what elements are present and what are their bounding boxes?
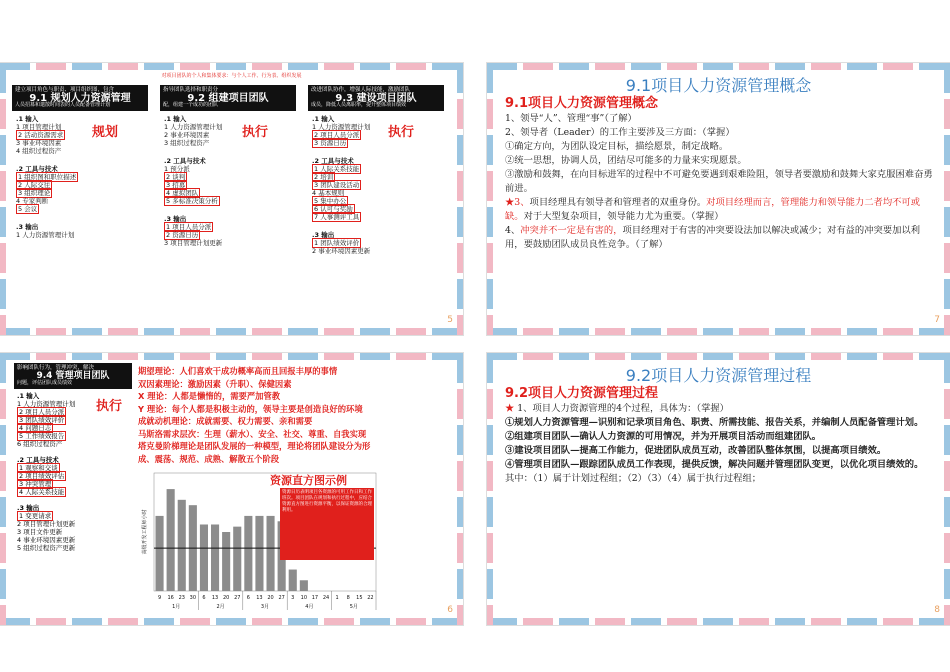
tool-item: 5 会议 (18, 205, 38, 213)
panel-develop-team (308, 85, 444, 317)
output-item: 3 项目文件更新 (17, 528, 63, 536)
paragraph: 2、领导者（Leader）的工作主要涉及三方面：（掌握） (505, 127, 735, 138)
paragraph (505, 402, 936, 416)
theory-line: 塔克曼阶梯理论是团队发展的一种模型，理论将团队建设分为形 (138, 441, 371, 451)
output-item: 2 项目管理计划更新 (17, 520, 76, 528)
theory-line: Y 理论：每个人都是积极主动的，领导主要是创造良好的环境 (138, 403, 363, 414)
panel-head (14, 363, 132, 389)
stage-tag: 执行 (242, 125, 269, 140)
input-item: 1 人力资源管理计划 (164, 123, 223, 131)
histogram-bar (255, 516, 263, 591)
stripe-border (0, 63, 6, 335)
text-run: 4、 (505, 225, 521, 236)
slide-title: 9.1项目人力资源管理概念 (625, 76, 812, 95)
paragraph: ②组建项目团队—确认人力资源的可用情况，并为开展项目活动而组建团队。 (505, 431, 822, 442)
y-axis-label: 高级开发工程师小时 (142, 509, 148, 555)
tick-label: 20 (222, 595, 230, 601)
star-mark: ★ (505, 403, 518, 414)
tick-label: 6 (246, 595, 250, 601)
tool-item: 6 认可与奖励 (314, 205, 353, 213)
panel-head-text: 影响团队行为，管理冲突，解决 (17, 365, 95, 371)
histogram-bar (289, 570, 297, 591)
panel-title: 9.4 管理项目团队 (36, 371, 110, 381)
paragraph: ②统一思想，协调人员，团结尽可能多的力量来实现愿景。 (505, 155, 747, 166)
outputs-heading: .3 输出 (17, 504, 40, 512)
tick-label: 17 (311, 595, 319, 601)
paragraph: 1、领导“人”、管理“事”（了解） (505, 113, 637, 124)
paragraph (505, 196, 936, 224)
tool-item: 1 预分派 (164, 165, 190, 173)
panel-sub: 配，组建一个成功的团队 (163, 102, 219, 108)
tools-heading: .2 工具与技术 (16, 165, 58, 173)
output-item: 5 组织过程资产更新 (17, 544, 76, 552)
histogram-bar (156, 516, 164, 591)
input-item: 3 事业环境因素 (16, 139, 62, 147)
theory-line: X 理论：人都是懒惰的，需要严加管教 (138, 391, 281, 401)
slide-7 (487, 63, 950, 335)
stripe-border (944, 353, 950, 625)
stripe-border (0, 63, 463, 70)
panel-acquire-team (160, 85, 296, 317)
histogram-bar (167, 489, 175, 591)
inputs-heading: .1 输入 (16, 115, 39, 123)
tick-label: 15 (356, 595, 363, 601)
page-number: 5 (447, 315, 453, 325)
theory-line: 马斯洛需求层次：生理（薪水）、安全、社交、尊重、自我实现 (138, 428, 367, 439)
paragraph: 其中：（1）属于计划过程组；（2）（3）（4）属于执行过程组； (505, 473, 762, 484)
tool-item: 5 集中办公 (314, 197, 347, 205)
motivation-theories (138, 365, 458, 465)
output-item: 2 事业环境因素更新 (312, 247, 371, 255)
tick-label: 13 (256, 595, 263, 601)
tool-item: 4 虚拟团队 (166, 189, 199, 197)
month-label: 2月 (216, 604, 225, 610)
tool-item: 7 人事测评工具 (314, 213, 360, 221)
stage-tag: 执行 (388, 125, 415, 140)
tick-label: 27 (234, 595, 241, 601)
input-item: 5 工作绩效报告 (19, 432, 65, 440)
stripe-border (0, 353, 463, 360)
tool-item: 3 冲突管理 (19, 480, 52, 488)
input-item: 4 组织过程资产 (16, 147, 62, 155)
tool-item: 4 基本规则 (312, 189, 345, 197)
histogram-bar (244, 516, 252, 591)
tool-item: 2 谈判 (166, 173, 186, 181)
stripe-border (487, 63, 493, 335)
input-item: 1 人力资源管理计划 (17, 400, 76, 408)
tick-label: 6 (202, 595, 206, 601)
histogram-bar (267, 516, 275, 591)
theory-line: 成就动机理论：成就需要、权力需要、亲和需要 (138, 416, 313, 426)
stripe-border (0, 618, 463, 625)
histogram-bar (222, 532, 230, 591)
month-label: 1月 (172, 604, 181, 610)
panel-manage-team (14, 363, 132, 613)
tick-label: 9 (157, 595, 162, 601)
panel-sub: 人员招募和遣散时间表的人员配备管理计划 (15, 102, 111, 108)
tick-label: 22 (367, 595, 374, 601)
stripe-border (0, 353, 6, 625)
outputs-heading: .3 输出 (312, 231, 335, 239)
tick-label: 10 (300, 595, 308, 601)
star-mark: ★3、 (505, 197, 530, 208)
histogram-bar (200, 524, 208, 591)
paragraph (505, 224, 936, 252)
slide-body (505, 387, 936, 486)
input-item: 3 资源日历 (314, 139, 347, 147)
text-run: 1、项目人力资源管理的4个过程，具体为：（掌握） (517, 403, 729, 414)
input-item: 2 项目人员分派 (19, 408, 65, 416)
input-item: 1 项目管理计划 (16, 123, 62, 131)
tool-item: 4 专家判断 (16, 197, 49, 205)
histogram-bar (211, 524, 219, 591)
page-number: 8 (934, 605, 940, 615)
input-item: 2 活动资源需求 (18, 131, 64, 139)
tool-item: 5 多标准决策分析 (166, 197, 218, 205)
tick-label: 20 (267, 595, 274, 601)
theory-line: 双因素理论：激励因素（升职）、保健因素 (138, 378, 292, 389)
slide-5 (0, 63, 463, 335)
slide-title: 9.2项目人力资源管理过程 (625, 366, 812, 385)
tools-heading: .2 工具与技术 (312, 157, 354, 165)
tick-label: 1 (335, 595, 339, 601)
paragraph: ①确定方向，为团队设定目标，描绘愿景，制定战略。 (505, 141, 729, 152)
slide-6 (0, 353, 463, 625)
panel-plan-hr (12, 85, 148, 317)
tool-item: 2 人际交往 (18, 181, 51, 189)
histogram-bar (178, 500, 186, 591)
panel-title: 9.3 建设项目团队 (335, 93, 417, 104)
tools-heading: .2 工具与技术 (17, 456, 59, 464)
panel-head-text: 改进团队协作，增强人际技能，激励团队 (311, 87, 411, 93)
theory-line: 期望理论：人们喜欢干成功概率高而且回报丰厚的事情 (138, 366, 338, 376)
slide-body (505, 97, 936, 252)
tick-label: 16 (167, 595, 174, 601)
tool-item: 4 人际关系技能 (19, 488, 65, 496)
tool-item: 2 培训 (314, 173, 334, 181)
text-run: 项目经理对于有害的冲突要设法加以解决或减少；对有益的冲突要加以利用，要鼓励团队成员良性竞争。（了解） (505, 225, 921, 250)
section-heading: 9.1项目人力资源管理概念 (505, 96, 659, 111)
text-run: 项目经理具有领导者和管理者的双重身份。 (529, 197, 707, 208)
panel-head-text: 指导团队选择和职责分 (163, 87, 219, 93)
tick-label: 8 (346, 595, 350, 601)
tool-item: 3 团队建设活动 (314, 181, 360, 189)
tool-item: 1 人际关系技能 (314, 165, 360, 173)
panel-head-text: 建立项目角色与职责、项目组织图，包含 (15, 87, 115, 93)
stage-tag: 规划 (92, 125, 119, 140)
tick-label: 27 (278, 595, 285, 601)
tools-heading: .2 工具与技术 (164, 157, 206, 165)
text-run: 对于大型复杂项目，领导能力尤为重要。（掌握） (523, 211, 724, 222)
input-item: 3 团队绩效评价 (19, 416, 65, 424)
panel-title: 9.2 组建项目团队 (187, 93, 269, 104)
output-item: 2 资源日历 (166, 231, 199, 239)
tool-item: 1 组织图和职位描述 (18, 173, 77, 181)
stripe-border (944, 63, 950, 335)
stage-tag: 执行 (96, 399, 123, 414)
panel-title: 9.1 规划人力资源管理 (29, 93, 131, 104)
highlight-text: 冲突并不一定是有害的， (520, 225, 623, 236)
tool-item: 3 招募 (166, 181, 186, 189)
month-label: 3月 (260, 604, 270, 610)
stripe-border (487, 353, 950, 360)
output-item: 1 变更请求 (19, 512, 52, 520)
paragraph: ④管理项目团队—跟踪团队成员工作表现，提供反馈，解决问题并管理团队变更，以优化项目绩效的。 (505, 459, 924, 470)
input-item: 2 事业环境因素 (164, 131, 210, 139)
output-item: 4 事业环境因素更新 (17, 536, 76, 544)
stripe-border (487, 328, 950, 335)
tick-label: 3 (291, 595, 295, 601)
section-heading: 9.2项目人力资源管理过程 (505, 386, 659, 401)
panel-head (12, 85, 148, 111)
theory-line: 成、震荡、规范、成熟、解散五个阶段 (138, 453, 280, 464)
input-item: 2 项目人员分派 (314, 131, 360, 139)
tick-label: 23 (178, 595, 185, 601)
panel-sub: 问题，评估团队成员绩效 (17, 380, 73, 386)
input-item: 1 人力资源管理计划 (312, 123, 371, 131)
month-label: 4月 (305, 604, 314, 610)
page-number: 6 (447, 605, 453, 615)
outputs-heading: .3 输出 (164, 215, 187, 223)
output-item: 1 项目人员分派 (166, 223, 212, 231)
paragraph: ①规划人力资源管理—识别和记录项目角色、职责、所需技能、报告关系，并编制人员配备管理计划。 (505, 417, 924, 428)
highlight-text: 对项目经理而言，管理能力和领导能力二者均不可或缺。 (505, 197, 921, 222)
tool-item: 1 观察和交谈 (19, 464, 58, 472)
panel-sub: 成员，降低人员离职率，提升整体项目绩效 (311, 102, 407, 108)
tool-item: 3 组织理论 (18, 189, 51, 197)
tick-label: 13 (211, 595, 219, 601)
inputs-heading: .1 输入 (17, 392, 40, 400)
chart-title: 资源直方图示例 (270, 474, 347, 487)
tool-item: 2 项目绩效评估 (19, 472, 65, 480)
panel-head (160, 85, 296, 111)
output-item: 1 团队绩效评价 (314, 239, 360, 247)
stripe-border (457, 63, 463, 335)
top-note: 对项目团队的个人和集体要求：与个人工作、行为表、组织发展 (161, 73, 302, 79)
histogram-bar (233, 527, 241, 591)
page-number: 7 (934, 315, 940, 325)
input-item: 4 问题日志 (19, 424, 52, 432)
tick-label: 24 (322, 595, 330, 601)
month-label: 5月 (349, 604, 358, 610)
input-item: 3 组织过程资产 (164, 139, 210, 147)
inputs-heading: .1 输入 (312, 115, 335, 123)
output-item: 1 人力资源管理计划 (16, 231, 75, 239)
stripe-border (487, 353, 493, 625)
chart-note-box: 资源日历表明项目各资源的可用工作日和工作班次。项目团队在规划和执行过程中，应结合资源直方图进行资源平衡，以保证资源的合理利用。 (280, 488, 374, 560)
panel-head (308, 85, 444, 111)
stripe-border (487, 63, 950, 70)
paragraph: ③激励和鼓舞，在向目标进军的过程中不可避免要遇到艰难险阻，领导者要激励和鼓舞大家克服困难奋勇前进。 (505, 169, 933, 194)
stripe-border (487, 618, 950, 625)
outputs-heading: .3 输出 (16, 223, 39, 231)
inputs-heading: .1 输入 (164, 115, 187, 123)
output-item: 3 项目管理计划更新 (164, 239, 223, 247)
histogram-bar (300, 580, 308, 591)
slide-8 (487, 353, 950, 625)
stripe-border (0, 328, 463, 335)
input-item: 6 组织过程资产 (17, 440, 63, 448)
tick-label: 30 (189, 595, 197, 601)
paragraph: ③建设项目团队—提高工作能力，促进团队成员互动，改善团队整体氛围，以提高项目绩效。 (505, 445, 887, 456)
